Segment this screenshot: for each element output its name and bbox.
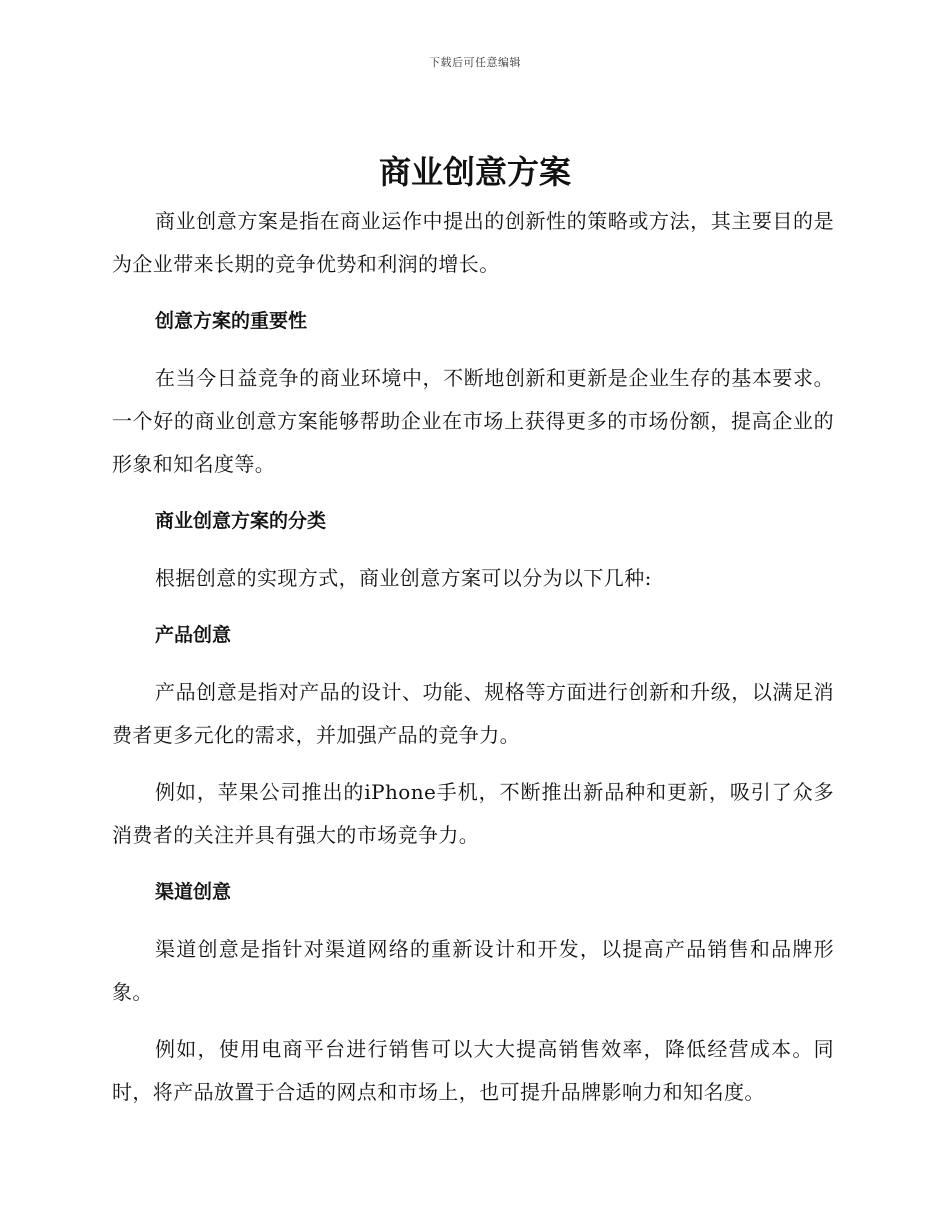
classification-paragraph: 根据创意的实现方式，商业创意方案可以分为以下几种: (155, 566, 652, 590)
channel-paragraph: 渠道创意是指针对渠道网络的重新设计和开发，以提高产品销售和品牌形象。 (112, 937, 834, 1004)
intro-paragraph: 商业创意方案是指在商业运作中提出的创新性的策略或方法，其主要目的是为企业带来长期的竞争优势和利润的增长。 (112, 209, 834, 276)
document-body (112, 200, 834, 1128)
heading-importance: 创意方案的重要性 (155, 310, 308, 332)
channel-example-paragraph: 例如，使用电商平台进行销售可以大大提高销售效率，降低经营成本。同时，将产品放置于合适的网点和市场上，也可提升品牌影响力和知名度。 (112, 1037, 834, 1104)
product-example-paragraph: 例如，苹果公司推出的iPhone手机，不断推出新品种和更新，吸引了众多消费者的关注并具有强大的市场竞争力。 (112, 780, 834, 847)
product-paragraph: 产品创意是指对产品的设计、功能、规格等方面进行创新和升级，以满足消费者更多元化的需求，并加强产品的竞争力。 (112, 680, 834, 747)
header-note: 下载后可任意编辑 (429, 56, 521, 69)
heading-channel: 渠道创意 (155, 881, 232, 903)
document-title: 商业创意方案 (378, 153, 571, 191)
heading-product: 产品创意 (155, 624, 232, 646)
importance-paragraph: 在当今日益竞争的商业环境中，不断地创新和更新是企业生存的基本要求。一个好的商业创意方案能够帮助企业在市场上获得更多的市场份额，提高企业的形象和知名度等。 (112, 366, 834, 476)
heading-classification: 商业创意方案的分类 (155, 510, 327, 532)
